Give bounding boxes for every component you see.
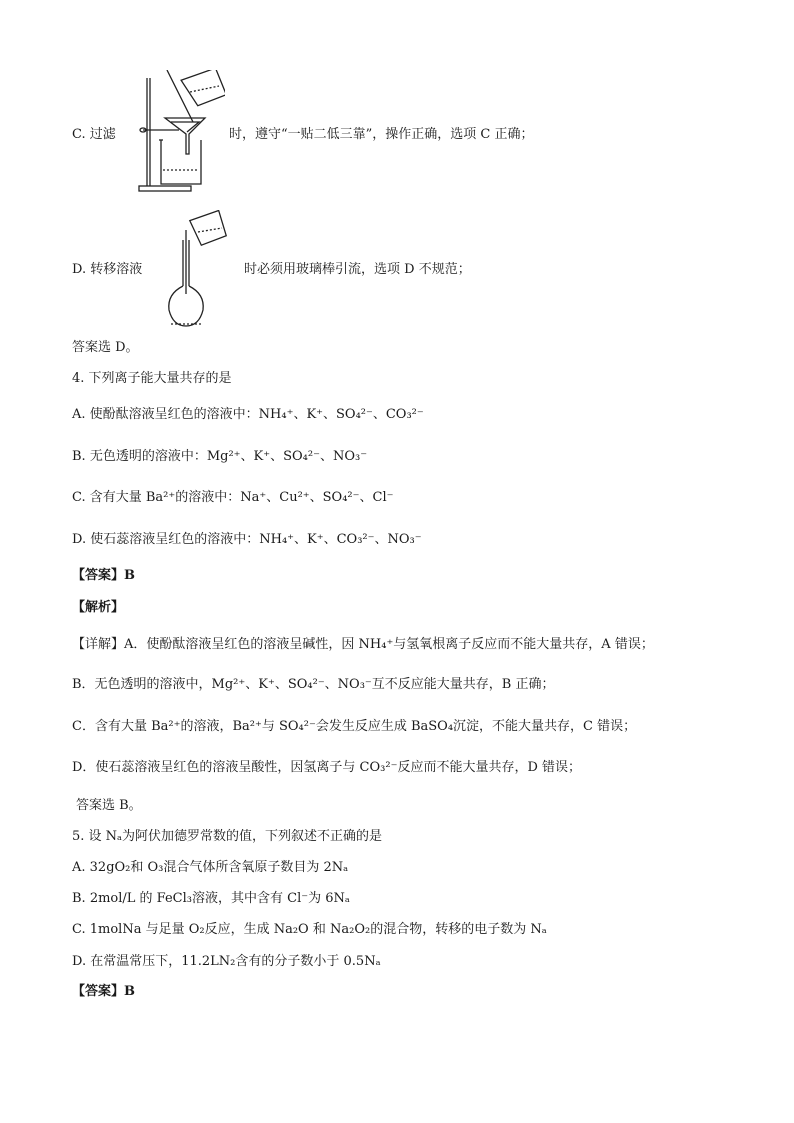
q4-option-d bbox=[72, 531, 422, 549]
q4-answer-tag: 【答案】B bbox=[72, 568, 135, 583]
q4-option-c bbox=[72, 489, 393, 507]
answer-prev-line bbox=[72, 339, 139, 357]
q5-option-a: A. 32gO₂和 O₃混合气体所含氧原子数目为 2Nₐ bbox=[72, 860, 349, 875]
volumetric-flask-figure bbox=[165, 210, 230, 330]
q4-option-a-label: A. 使酚酞溶液呈红色的溶液中： bbox=[72, 407, 259, 422]
q4-option-d-ions: NH₄⁺、K⁺、CO₃²⁻、NO₃⁻ bbox=[259, 532, 422, 547]
q4-detail-c: C．含有大量 Ba²⁺的溶液，Ba²⁺与 SO₄²⁻会发生反应生成 BaSO₄沉淀，不能大量共存，C 错误； bbox=[72, 719, 637, 734]
q4-detail-b: B．无色透明的溶液中，Mg²⁺、K⁺、SO₄²⁻、NO₃⁻互不反应能大量共存，B 正确； bbox=[72, 677, 555, 692]
q4-option-c-label: C. 含有大量 Ba²⁺的溶液中： bbox=[72, 490, 241, 505]
section-d-line bbox=[72, 261, 142, 279]
q4-detail-d: D．使石蕊溶液呈红色的溶液呈酸性，因氢离子与 CO₃²⁻反应而不能大量共存，D 错误； bbox=[72, 760, 581, 775]
q4-option-d-label: D. 使石蕊溶液呈红色的溶液中： bbox=[72, 532, 260, 547]
section-c-line bbox=[72, 126, 116, 144]
answer-prev: 答案选 D。 bbox=[72, 340, 139, 355]
q4-option-b bbox=[72, 448, 367, 466]
q5-stem: 5. 设 Nₐ为阿伏加德罗常数的值，下列叙述不正确的是 bbox=[72, 829, 383, 844]
section-d-label: D. 转移溶液 bbox=[72, 262, 143, 277]
section-d-text-line bbox=[244, 261, 471, 279]
q4-analysis-tag: 【解析】 bbox=[72, 600, 125, 615]
section-c-label: C. 过滤 bbox=[72, 127, 116, 142]
q4-detail-a: 【详解】A．使酚酞溶液呈红色的溶液呈碱性，因 NH₄⁺与氢氧根离子反应而不能大量共存，A 错误； bbox=[72, 637, 654, 652]
q4-option-b-label: B. 无色透明的溶液中： bbox=[72, 449, 207, 464]
q4-option-a-ions: NH₄⁺、K⁺、SO₄²⁻、CO₃²⁻ bbox=[258, 407, 424, 422]
section-d-text: 时必须用玻璃棒引流，选项 D 不规范； bbox=[244, 262, 471, 277]
q5-option-d: D. 在常温常压下，11.2LN₂含有的分子数小于 0.5Nₐ bbox=[72, 954, 381, 969]
q5-answer-tag: 【答案】B bbox=[72, 984, 135, 999]
q4-answer-end: 答案选 B。 bbox=[76, 798, 142, 813]
filtration-apparatus-figure bbox=[135, 70, 225, 196]
q4-stem: 4. 下列离子能大量共存的是 bbox=[72, 371, 232, 386]
section-c-text-line bbox=[229, 126, 534, 144]
q4-option-b-ions: Mg²⁺、K⁺、SO₄²⁻、NO₃⁻ bbox=[206, 449, 368, 464]
q5-option-b: B. 2mol/L 的 FeCl₃溶液，其中含有 Cl⁻为 6Nₐ bbox=[72, 891, 350, 906]
section-c-text: 时，遵守“一贴二低三靠”，操作正确，选项 C 正确； bbox=[229, 127, 534, 142]
q4-option-c-ions: Na⁺、Cu²⁺、SO₄²⁻、Cl⁻ bbox=[240, 490, 394, 505]
q4-option-a bbox=[72, 406, 424, 424]
q5-option-c: C. 1molNa 与足量 O₂反应，生成 Na₂O 和 Na₂O₂的混合物，转移的电子数为 Nₐ bbox=[72, 922, 547, 937]
